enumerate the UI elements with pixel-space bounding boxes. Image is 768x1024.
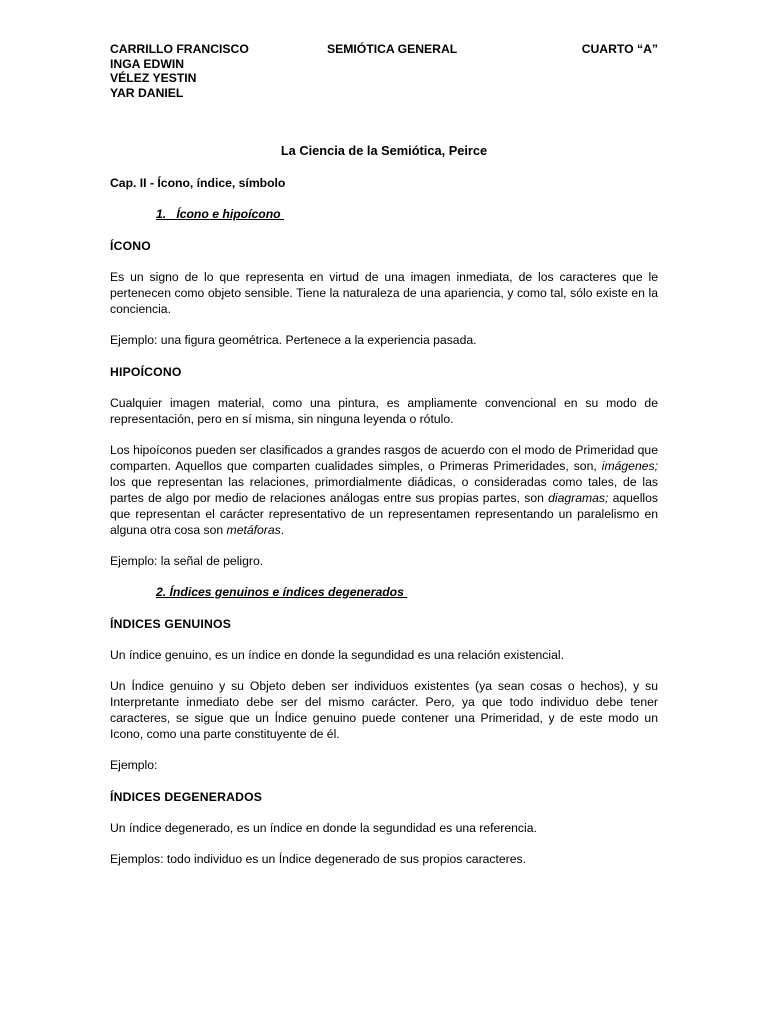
author-name: YAR DANIEL	[110, 85, 184, 100]
author-name: CARRILLO FRANCISCO	[110, 42, 249, 56]
paragraph-indices-genuinos-detail: Un Índice genuino y su Objeto deben ser individuos existentes (ya sean cosas o hechos), y su Interpretante inmediato debe ser del mismo carácter. Pero, ya que todo individuo debe tener caracteres, se sigue que un Índice genuino puede contener una Primeridad, y de este modo un Icono, como una parte constituyente de él.	[110, 679, 658, 741]
section-heading-icono: 1. Ícono e hipoícono	[156, 207, 284, 221]
paragraph-icono-example: Ejemplo: una figura geométrica. Pertenece a la experiencia pasada.	[110, 333, 477, 347]
author-name: VÉLEZ YESTIN	[110, 71, 197, 85]
document-title: La Ciencia de la Semiótica, Peirce	[280, 143, 488, 158]
chapter-heading: Cap. II - Ícono, índice, símbolo	[110, 176, 286, 190]
paragraph-indices-genuinos-definition: Un índice genuino, es un índice en donde la segundidad es una relación existencial.	[110, 648, 564, 662]
grade-label: CUARTO “A”	[581, 42, 658, 56]
paragraph-icono-definition: Es un signo de lo que representa en virtud de una imagen inmediata, de los caracteres que le pertenecen como objeto sensible. Tiene la naturaleza de una apariencia, y como tal, sólo existe en la conciencia.	[110, 270, 658, 316]
text-run: aquellos que representan el carácter representativo de un representamen representando un paralelismo en alguna otra cosa son	[110, 491, 658, 537]
paragraph-hipoicono-definition: Cualquier imagen material, como una pintura, es ampliamente convencional en su modo de representación, pero en sí misma, sin ninguna leyenda o rótulo.	[110, 396, 658, 426]
paragraph-hipoicono-example: Ejemplo: la señal de peligro.	[110, 554, 264, 568]
paragraph-indices-degenerados-definition: Un índice degenerado, es un índice en donde la segundidad es una referencia.	[110, 821, 537, 835]
text-run: los que representan las relaciones, primordialmente diádicas, o consideradas como tales, de las partes de algo por medio de relaciones análogas entre sus propias partes, son	[110, 475, 658, 505]
emphasis-metaforas: metáforas	[226, 523, 281, 537]
emphasis-imagenes: imágenes;	[601, 459, 658, 473]
author-name: INGA EDWIN	[110, 56, 185, 71]
heading-indices-degenerados: ÍNDICES DEGENERADOS	[110, 790, 263, 804]
heading-indices-genuinos: ÍNDICES GENUINOS	[110, 617, 232, 631]
heading-hipoicono: HIPOÍCONO	[110, 365, 182, 379]
paragraph-hipoicono-classification	[110, 442, 658, 538]
paragraph-indices-genuinos-example: Ejemplo:	[110, 758, 158, 772]
emphasis-diagramas: diagramas;	[548, 491, 609, 505]
section-heading-indices: 2. Índices genuinos e índices degenerados	[156, 585, 408, 599]
heading-icono: ÍCONO	[110, 239, 151, 253]
course-name: SEMIÓTICA GENERAL	[327, 42, 458, 56]
paragraph-indices-degenerados-example: Ejemplos: todo individuo es un Índice degenerado de sus propios caracteres.	[110, 852, 526, 866]
text-run: .	[280, 523, 285, 537]
text-run: Los hipoíconos pueden ser clasificados a grandes rasgos de acuerdo con el modo de Primeridad que comparten. Aquellos que comparten cualidades simples, o Primeras Primeridades, son,	[110, 443, 658, 473]
document-header	[110, 42, 658, 102]
author-list	[110, 42, 249, 100]
